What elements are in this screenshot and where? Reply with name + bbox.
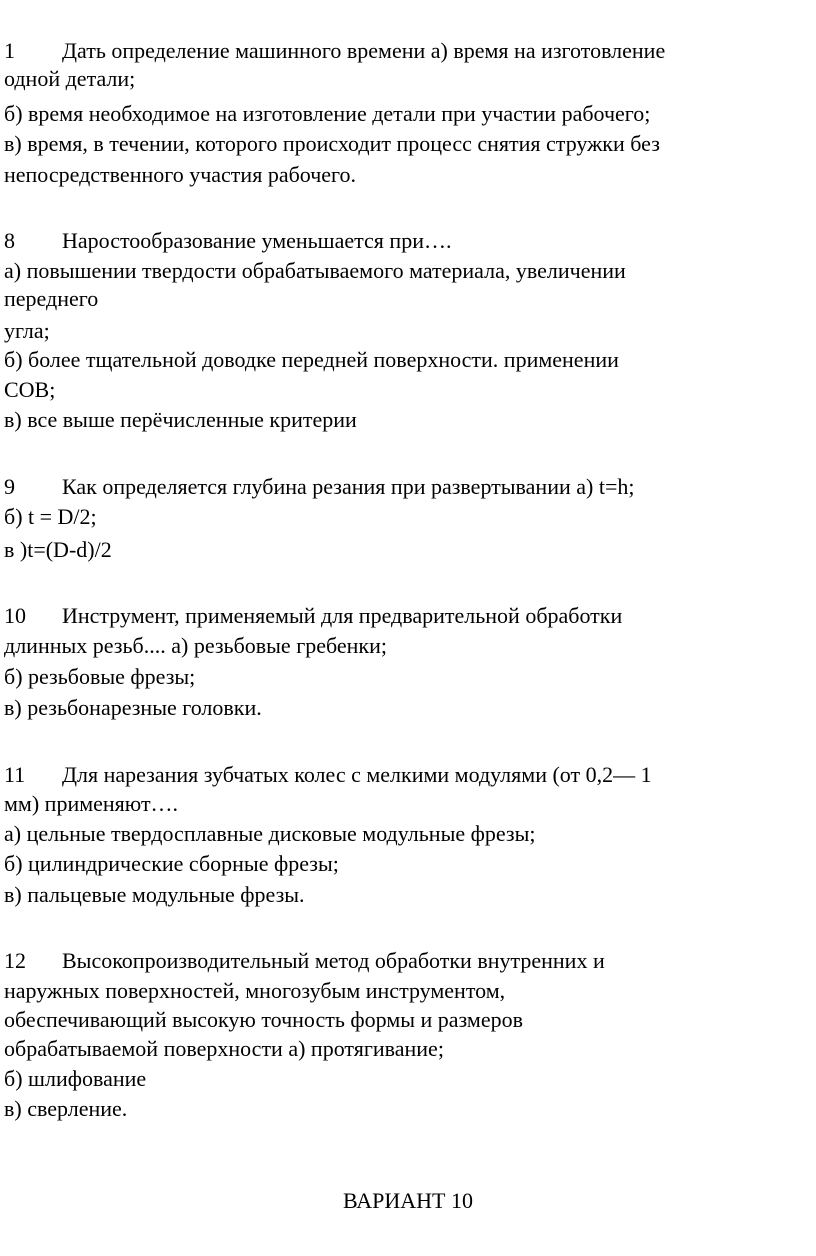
q10-option-c: в) резьбонарезные головки. bbox=[4, 695, 262, 720]
q12-line-1 bbox=[4, 948, 605, 974]
q12-line-4: обрабатываемой поверхности а) протягивание; bbox=[4, 1036, 444, 1061]
q12-option-b: б) шлифование bbox=[4, 1066, 147, 1091]
q9-line-1 bbox=[4, 474, 634, 500]
q8-text: Наростообразование уменьшается при…. bbox=[62, 228, 452, 253]
variant-heading: ВАРИАНТ 10 bbox=[342, 1188, 473, 1213]
q1-option-b: б) время необходимое на изготовление детали при участии рабочего; bbox=[4, 101, 651, 126]
q1-text: Дать определение машинного времени а) время на изготовление bbox=[62, 38, 666, 63]
q9-text: Как определяется глубина резания при развертывании а) t=h; bbox=[62, 474, 635, 499]
q8-option-c: в) все выше перёчисленные критерии bbox=[4, 407, 357, 432]
q11-text: Для нарезания зубчатых колес с мелкими модулями (от 0,2— 1 bbox=[62, 762, 652, 787]
q10-number: 10 bbox=[4, 603, 26, 628]
q1-line-2: одной детали; bbox=[4, 66, 136, 91]
q11-option-c: в) пальцевые модульные фрезы. bbox=[4, 882, 305, 907]
q1-option-c: в) время, в течении, которого происходит процесс снятия стружки без bbox=[4, 131, 660, 156]
q11-option-b: б) цилиндрические сборные фрезы; bbox=[4, 851, 339, 876]
q1-line-1 bbox=[4, 38, 665, 64]
q8-option-a: а) повышении твердости обрабатываемого материала, увеличении bbox=[4, 258, 626, 283]
q8-line-1 bbox=[4, 228, 451, 254]
q9-number: 9 bbox=[4, 474, 15, 499]
q10-line-2: длинных резьб.... а) резьбовые гребенки; bbox=[4, 633, 388, 658]
q12-number: 12 bbox=[4, 948, 26, 973]
q11-line-1 bbox=[4, 762, 652, 788]
q11-option-a: а) цельные твердосплавные дисковые модульные фрезы; bbox=[4, 821, 536, 846]
q10-line-1 bbox=[4, 603, 622, 629]
q8-number: 8 bbox=[4, 228, 15, 253]
q9-option-c: в )t=(D-d)/2 bbox=[4, 537, 112, 562]
q12-text: Высокопроизводительный метод обработки внутренних и bbox=[62, 948, 605, 973]
q8-option-a-cont-1: переднего bbox=[4, 286, 99, 311]
q8-option-b: б) более тщательной доводке передней поверхности. применении bbox=[4, 347, 619, 372]
q1-option-c-cont: непосредственного участия рабочего. bbox=[4, 162, 357, 187]
q1-number: 1 bbox=[4, 38, 15, 63]
q11-number: 11 bbox=[4, 762, 26, 787]
q8-option-a-cont-2: угла; bbox=[4, 318, 50, 343]
q11-line-2: мм) применяют…. bbox=[4, 791, 179, 816]
q12-option-c: в) сверление. bbox=[4, 1096, 128, 1121]
q8-option-b-cont: СОВ; bbox=[4, 377, 56, 402]
q10-option-b: б) резьбовые фрезы; bbox=[4, 664, 196, 689]
q12-line-2: наружных поверхностей, многозубым инструментом, bbox=[4, 978, 506, 1003]
q9-option-b: б) t = D/2; bbox=[4, 504, 97, 529]
q12-line-3: обеспечивающий высокую точность формы и размеров bbox=[4, 1007, 524, 1032]
q10-text: Инструмент, применяемый для предварительной обработки bbox=[62, 603, 623, 628]
